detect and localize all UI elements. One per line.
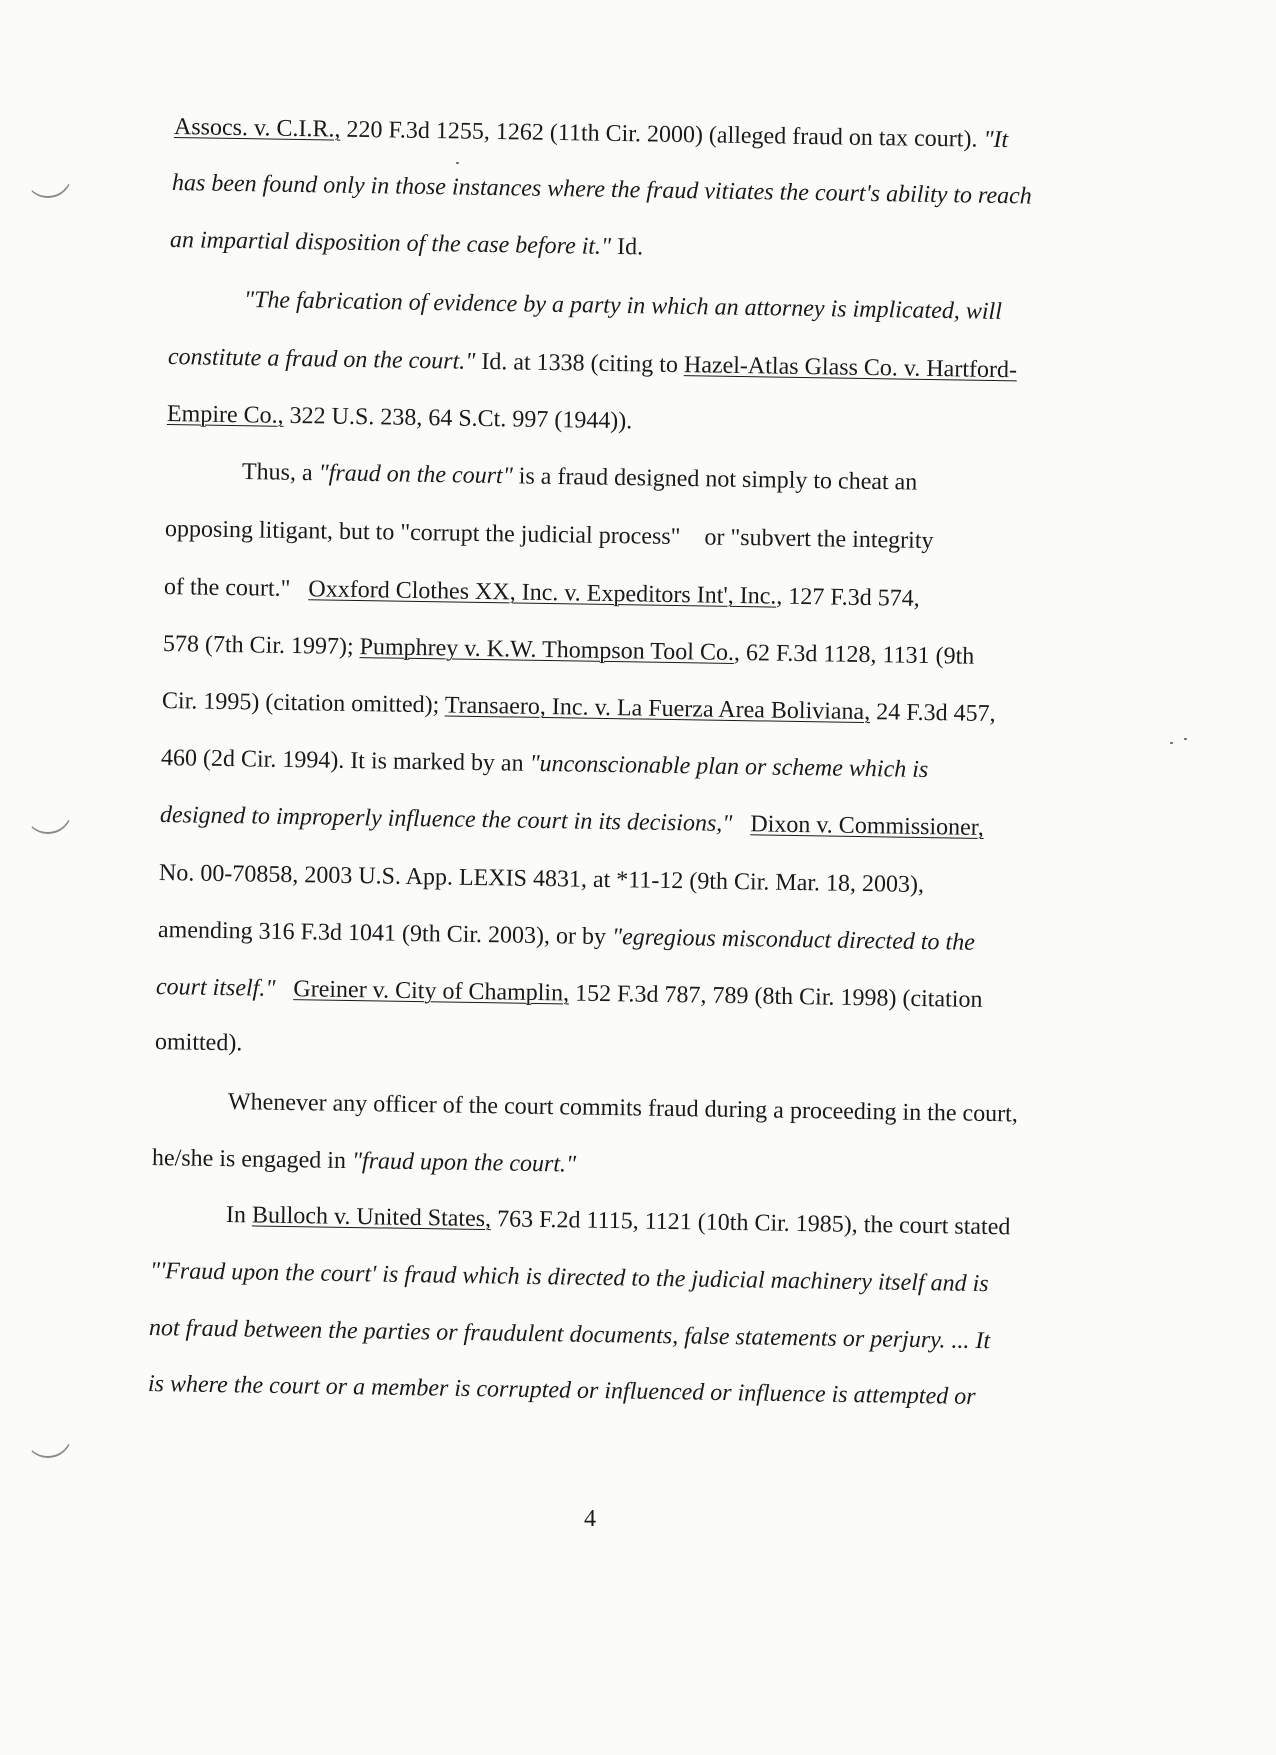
body-line: he/she is engaged in "fraud upon the court." [151,1145,577,1178]
body-line: designed to improperly influence the court in its decisions," Dixon v. Commissioner, [159,802,985,841]
scan-speck [1170,742,1173,744]
case-citation: Bulloch v. United States, [251,1202,492,1233]
case-citation: Pumphrey v. K.W. Thompson Tool Co. [359,634,735,666]
page-number: 4 [584,1506,596,1532]
case-citation: Assocs. v. C.I.R., [173,114,341,143]
quote-line: an impartial disposition of the case before it." Id. [169,227,644,261]
punch-hole [20,782,76,838]
body-line: Cir. 1995) (citation omitted); Transaero, Inc. v. La Fuerza Area Boliviana, 24 F.3d 457, [161,688,996,728]
body-line: Whenever any officer of the court commits fraud during a proceeding in the court, [227,1089,1019,1128]
body-line: 578 (7th Cir. 1997); Pumphrey v. K.W. Thompson Tool Co., 62 F.3d 1128, 1131 (9th [162,631,975,670]
body-line: Assocs. v. C.I.R., 220 F.3d 1255, 1262 (11th Cir. 2000) (alleged fraud on tax court). "It [173,114,1009,154]
case-citation: Oxxford Clothes XX, Inc. v. Expeditors Int', Inc. [308,576,777,610]
quote-line: has been found only in those instances where the fraud vitiates the court's ability to reach [171,170,1032,210]
body-line: 460 (2d Cir. 1994). It is marked by an "unconscionable plan or scheme which is [160,745,929,784]
quote-line: "'Fraud upon the court' is fraud which is directed to the judicial machinery itself and is [149,1258,989,1298]
body-line: Thus, a "fraud on the court" is a fraud designed not simply to cheat an [241,459,918,496]
case-citation: Transaero, Inc. v. La Fuerza Area Boliviana, [444,692,871,726]
scan-speck [1184,738,1187,740]
punch-hole [20,146,76,202]
punch-hole [20,1406,76,1462]
quote-line: is where the court or a member is corrupted or influenced or influence is attempted or [147,1371,976,1410]
body-line: In Bulloch v. United States, 763 F.2d 1115, 1121 (10th Cir. 1985), the court stated [225,1202,1011,1241]
case-citation: Hazel-Atlas Glass Co. v. Hartford- [683,352,1018,384]
body-line: amending 316 F.3d 1041 (9th Cir. 2003), or by "egregious misconduct directed to the [157,917,976,956]
scan-speck [456,162,459,164]
body-line: opposing litigant, but to "corrupt the judicial process" or "subvert the integrity [164,516,934,555]
quote-line: not fraud between the parties or fraudulent documents, false statements or perjury. ... It [148,1315,991,1355]
body-line: No. 00-70858, 2003 U.S. App. LEXIS 4831, at *11-12 (9th Cir. Mar. 18, 2003), [158,860,925,899]
body-line: omitted). [154,1029,243,1057]
body-line: Empire Co., 322 U.S. 238, 64 S.Ct. 997 (1944)). [166,401,633,435]
body-line: of the court." Oxxford Clothes XX, Inc. v. Expeditors Int', Inc., 127 F.3d 574, [163,574,920,612]
body-line: constitute a fraud on the court." Id. at 1338 (citing to Hazel-Atlas Glass Co. v. Hartford- [167,344,1018,384]
case-citation: Greiner v. City of Champlin, [293,976,570,1007]
quote-line: "The fabrication of evidence by a party in which an attorney is implicated, will [243,287,1003,325]
body-line: court itself." Greiner v. City of Champlin, 152 F.3d 787, 789 (8th Cir. 1998) (citation [155,974,983,1013]
case-citation: Dixon v. Commissioner, [750,811,985,841]
case-citation: Empire Co., [166,401,284,429]
